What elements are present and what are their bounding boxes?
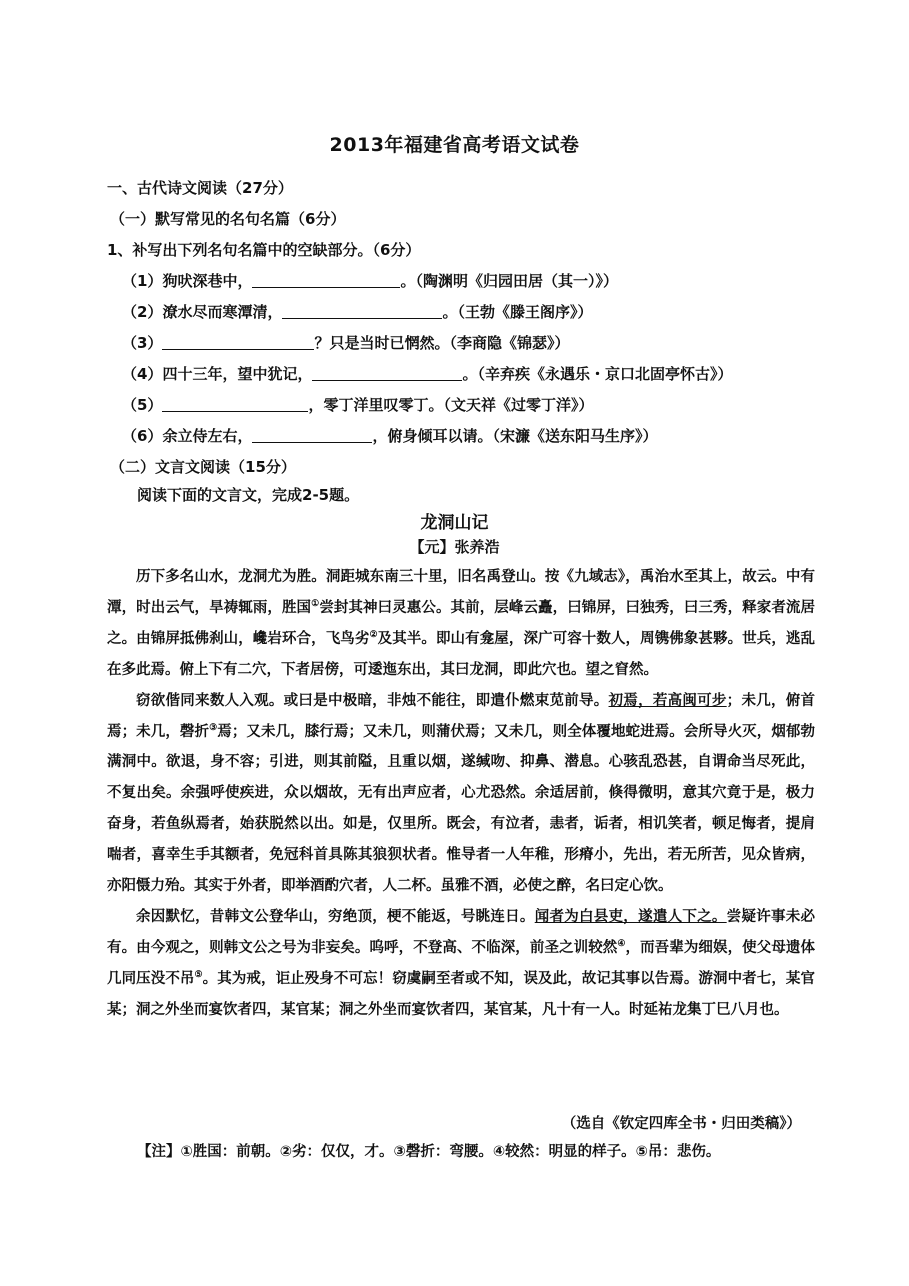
- underlined-sentence: 初焉，若高闽可步: [608, 691, 727, 709]
- passage-paragraph-1: 历下多名山水，龙洞尤为胜。洞距城东南三十里，旧名禹登山。按《九域志》，禹治水至其上，故云。中有潭，时出云气，旱祷辄雨，胜国①尝封其神曰灵惠公。其前，层峰云矗，曰锦屏，曰独秀，曰三秀，释家者流居之。由锦屏抵佛刹山，巉岩环合，飞鸟劣②及其半。即山有龛屋，深广可容十数人，周镌佛象甚夥。世兵，逃乱在多此焉。俯上下有二穴，下者居傍，可逶迤东出，其曰龙洞，即此穴也。望之窅然。: [107, 568, 816, 678]
- passage-paragraph-2: 窃欲偕同来数人入观。或曰是中极暗，非烛不能往，即遣仆燃束苋前导。初焉，若高闽可步；未几，俯首焉；未几，磬折③焉；又未几，膝行焉；又未几，则蒲伏焉；又未几，则全体覆地蛇进焉。会所导火灭，烟郁勃满洞中。欲退，身不容；引进，则其前隘，且重以烟，遂缄吻、抑鼻、潜息。心骇乱恐甚，自谓命当尽死此，不复出矣。余强呼使疾进，众以烟故，无有出声应者，心尤恐然。余适居前，倏得微明，意其穴竟于是，极力奋身，若鱼纵焉者，始获脱然以出。如是，仅里所。既会，有泣者，恚者，诟者，相讥笑者，顿足悔者，提肩喘者，喜幸生手其额者，免冠科首具陈其狼狈状者。惟导者一人年稚，形瘠小，先出，若无所苦，见众皆病，亦阳慑力殆。其实于外者，即举酒酌穴者，人二杯。虽雅不酒，必使之醉，名曰定心饮。: [107, 691, 816, 895]
- subsection-heading: （二）文言文阅读（15分）: [110, 458, 296, 476]
- reading-instruction: 阅读下面的文言文，完成2-5题。: [137, 486, 360, 504]
- answer-blank[interactable]: [312, 366, 462, 381]
- fill-item-3: （3） ？只是当时已惘然。（李商隐《锦瑟》）: [122, 334, 570, 352]
- passage-title: 龙洞山记: [420, 513, 489, 533]
- fill-item-6: （6）余立侍左右， ，俯身倾耳以请。（宋濂《送东阳马生序》）: [122, 427, 658, 445]
- passage-body: [107, 562, 815, 1026]
- passage-source: （选自《钦定四库全书・归田类稿》）: [561, 1116, 801, 1132]
- section-heading: 一、古代诗文阅读（27分）: [107, 179, 293, 197]
- passage-author: 【元】张养浩: [409, 538, 500, 556]
- answer-blank[interactable]: [282, 304, 442, 319]
- footnote-marker: ⑤: [194, 969, 203, 980]
- answer-blank[interactable]: [252, 428, 372, 443]
- question-1: 1、补写出下列名句名篇中的空缺部分。（6分）: [107, 241, 421, 259]
- footnote-marker: ②: [369, 629, 378, 640]
- underlined-sentence: 闻者为白县吏，遂遣人下之。: [534, 907, 727, 925]
- footnote-marker: ④: [617, 939, 626, 950]
- fill-item-5: （5） ，零丁洋里叹零丁。（文天祥《过零丁洋》）: [122, 396, 594, 414]
- subsection-heading: （一）默写常见的名句名篇（6分）: [110, 210, 346, 228]
- fill-item-4: （4）四十三年，望中犹记， 。（辛弃疾《永遇乐・京口北固亭怀古》）: [122, 365, 733, 383]
- passage-paragraph-3: 余因默忆，昔韩文公登华山，穷绝顶，梗不能返，号眺连日。闻者为白县吏，遂遣人下之。尝疑许事未必有。由今观之，则韩文公之号为非妄矣。呜呼，不登高、不临深，前圣之训较然④，而吾辈为细娱，使父母遗体几同压没不吊⑤。其为戒，讵止殁身不可忘！窃虞嗣至者或不知，误及此，故记其事以告焉。游洞中者七，某官某；洞之外坐而宴饮者四，某官某；洞之外坐而宴饮者四，某官某，凡十有一人。时延祐龙集丁巳八月也。: [107, 907, 816, 1018]
- footnote-marker: ③: [209, 722, 218, 733]
- answer-blank[interactable]: [162, 335, 314, 350]
- answer-blank[interactable]: [162, 397, 308, 412]
- footnotes: 【注】①胜国：前朝。②劣：仅仅，才。③磬折：弯腰。④较然：明显的样子。⑤吊：悲伤。: [137, 1144, 721, 1160]
- answer-blank[interactable]: [252, 273, 400, 288]
- exam-title: 2013年福建省高考语文试卷: [329, 134, 580, 156]
- footnote-marker: ①: [311, 599, 320, 610]
- fill-item-1: （1）狗吠深巷中， 。（陶渊明《归园田居（其一）》）: [122, 272, 618, 290]
- fill-item-2: （2）潦水尽而寒潭清， 。（王勃《滕王阁序》）: [122, 303, 593, 321]
